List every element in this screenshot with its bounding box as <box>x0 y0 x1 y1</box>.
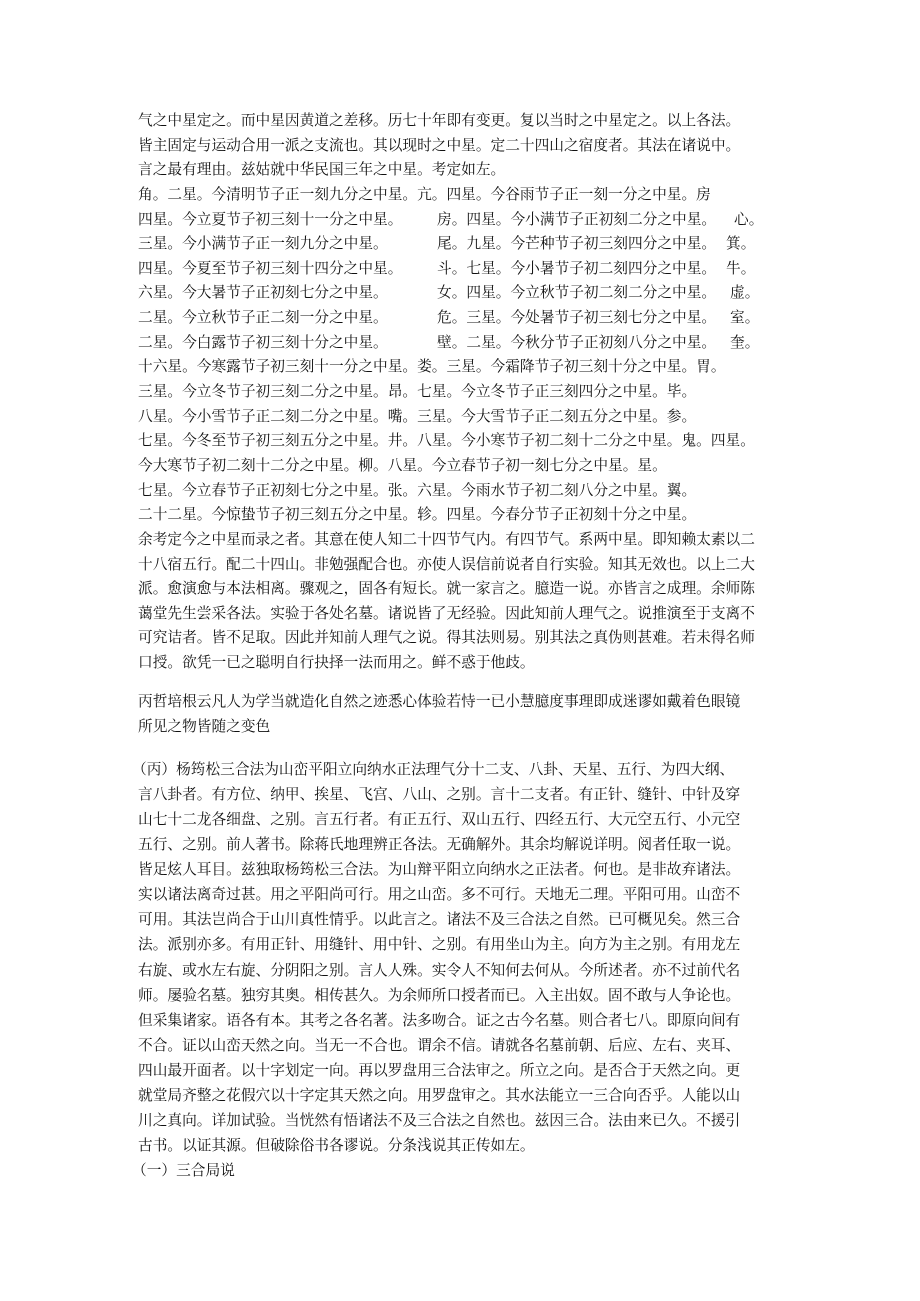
table-row <box>138 208 818 233</box>
table-row <box>138 331 818 356</box>
table-row <box>138 281 818 306</box>
text-line: 言八卦者。有方位、纳甲、挨星、飞宫、八山、之别。言十二支者。有正针、缝针、中针及穿 <box>138 786 741 804</box>
table-row <box>138 306 818 331</box>
cell: 箕。 <box>726 235 756 253</box>
cell: 斗。七星。今小暑节子初二刻四分之中星。 <box>437 259 717 277</box>
quote-paragraph <box>138 690 818 739</box>
text-line: 角。二星。今清明节子正一刻九分之中星。亢。四星。今谷雨节子正一刻一分之中星。房 <box>138 185 711 203</box>
text-line: 法。派别亦多。有用正针、用缝针、用中针、之别。有用坐山为主。向方为主之别。有用龙左 <box>138 936 741 954</box>
text-line: 今大寒节子初二刻十二分之中星。柳。八星。今立春节子初一刻七分之中星。星。 <box>138 456 667 474</box>
text-line: 余考定今之中星而录之者。其意在使人知二十四节气内。有四节气。系两中星。即知赖太素以二 <box>138 530 755 548</box>
text-line: 山七十二龙各细盘、之别。言五行者。有正五行、双山五行、四经五行、大元空五行、小元空 <box>138 811 741 829</box>
text-line: 蔼堂先生尝采各法。实验于各处名墓。诸说皆了无经验。因此知前人理气之。说推演至于支离不 <box>138 604 755 622</box>
text-line: 气之中星定之。而中星因黄道之差移。历七十年即有变更。复以当时之中星定之。以上各法。 <box>138 112 741 129</box>
cell: 危。三星。今处暑节子初三刻七分之中星。 <box>437 309 717 327</box>
text-line: 派。愈演愈与本法相离。骤观之，固各有短长。就一家言之。臆造一说。亦皆言之成理。余师陈 <box>138 580 755 598</box>
star-table-section <box>138 109 818 676</box>
text-line: 五行、之别。前人著书。除蒋氏地理辨正各法。无确解外。其余均解说详明。阅者任取一说。 <box>138 836 741 854</box>
cell: 心。 <box>734 210 764 228</box>
table-row <box>138 232 818 257</box>
text-line: 七星。今冬至节子初三刻五分之中星。井。八星。今小寒节子初二刻十二分之中星。鬼。四星。 <box>138 432 755 450</box>
text-line: 十八宿五行。配二十四山。非勉强配合也。亦使人误信前说者自行实验。知其无效也。以上二大 <box>138 555 755 573</box>
text-line: 皆主固定与运动合用一派之支流也。其以现时之中星。定二十四山之宿度者。其法在诸说中。 <box>138 136 741 154</box>
cell: 二星。今白露节子初三刻十分之中星。 <box>138 333 388 351</box>
text-line: 右旋、或水左右旋、分阴阳之别。言人人殊。实令人不知何去何从。今所述者。亦不过前代名 <box>138 961 741 979</box>
text-line: 可用。其法岂尚合于山川真性情乎。以此言之。诸法不及三合法之自然。已可概见矣。然三合 <box>138 911 741 929</box>
text-line: 就堂局齐整之花假穴以十字定其天然之向。用罗盘审之。其水法能立一三合向否乎。人能以山 <box>138 1086 741 1104</box>
text-line: 丙哲培根云凡人为学当就造化自然之迹悉心体验若恃一已小慧臆度事理即成迷谬如戴着色眼镜 <box>138 693 741 710</box>
text-line: 古书。以证其源。但破除俗书各谬说。分条浅说其正传如左。 <box>138 1136 535 1154</box>
cell: 牛。 <box>726 259 756 277</box>
text-line: 八星。今小雪节子正二刻二分之中星。嘴。三星。今大雪节子正二刻五分之中星。参。 <box>138 407 697 425</box>
text-line: 口授。欲凭一已之聪明自行抉择一法而用之。鲜不惑于他歧。 <box>138 654 535 672</box>
cell: 壁。二星。今秋分节子正初刻八分之中星。 <box>437 333 717 351</box>
text-line: 二十二星。今惊蛰节子初三刻五分之中星。轸。四星。今春分节子正初刻十分之中星。 <box>138 506 697 524</box>
text-line: 四山最开面者。以十字划定一向。再以罗盘用三合法审之。所立之向。是否合于天然之向。更 <box>138 1061 741 1079</box>
text-line: 三星。今立冬节子初三刻二分之中星。昂。七星。今立冬节子正三刻四分之中星。毕。 <box>138 383 697 401</box>
text-line: 但采集诸家。语各有本。其考之各名著。法多吻合。证之古今名墓。则合者七八。即原向间有 <box>138 1011 741 1029</box>
text-line: 实以诸法离奇过甚。用之平阳尚可行。用之山峦。多不可行。天地无二理。平阳可用。山峦不 <box>138 886 741 904</box>
cell: 四星。今夏至节子初三刻十四分之中星。 <box>138 259 403 277</box>
text-line: 所见之物皆随之变色 <box>138 717 271 735</box>
table-row <box>138 257 818 282</box>
text-line: 十六星。今寒露节子初三刻十一分之中星。娄。三星。今霜降节子初三刻十分之中星。胃。 <box>138 358 726 376</box>
text-line: 七星。今立春节子正初刻七分之中星。张。六星。今雨水节子初二刻八分之中星。翼。 <box>138 481 697 499</box>
cell: 二星。今立秋节子正二刻一分之中星。 <box>138 309 388 327</box>
text-line: 皆足炫人耳目。兹独取杨筠松三合法。为山辩平阳立向纳水之正法者。何也。是非故弃诸法。 <box>138 861 741 879</box>
cell: 尾。九星。今芒种节子初三刻四分之中星。 <box>437 235 717 253</box>
subsection-heading: （一）三合局说 <box>132 1162 235 1179</box>
cell: 六星。今大暑节子正初刻七分之中星。 <box>138 284 388 302</box>
cell: 女。四星。今立秋节子初二刻二分之中星。 <box>437 284 717 302</box>
text-line: 可究诘者。皆不足取。因此并知前人理气之说。得其法则易。别其法之真伪则甚难。若未得名师 <box>138 629 755 647</box>
sanhe-section <box>132 757 818 1183</box>
cell: 室。 <box>730 309 760 327</box>
text-line: 言之最有理由。兹姑就中华民国三年之中星。考定如左。 <box>138 161 506 179</box>
cell: 虚。 <box>730 284 760 302</box>
cell: 房。四星。今小满节子正初刻二分之中星。 <box>437 210 717 228</box>
text-line: 不合。证以山峦天然之向。当无一不合也。谓余不信。请就各名墓前朝、后应、左右、夹耳、 <box>138 1036 741 1054</box>
section-heading-line: （丙）杨筠松三合法为山峦平阳立向纳水正法理气分十二支、八卦、天星、五行、为四大纲、 <box>132 761 735 778</box>
cell: 四星。今立夏节子初三刻十一分之中星。 <box>138 210 403 228</box>
cell: 三星。今小满节子正一刻九分之中星。 <box>138 235 388 253</box>
text-line: 川之真向。详加试验。当恍然有悟诸法不及三合法之自然也。兹因三合。法由来已久。不援引 <box>138 1111 741 1129</box>
cell: 奎。 <box>730 333 760 351</box>
text-line: 师。屡验名墓。独穷其奥。相传甚久。为余师所口授者而已。入主出奴。固不敢与人争论也。 <box>138 986 741 1004</box>
